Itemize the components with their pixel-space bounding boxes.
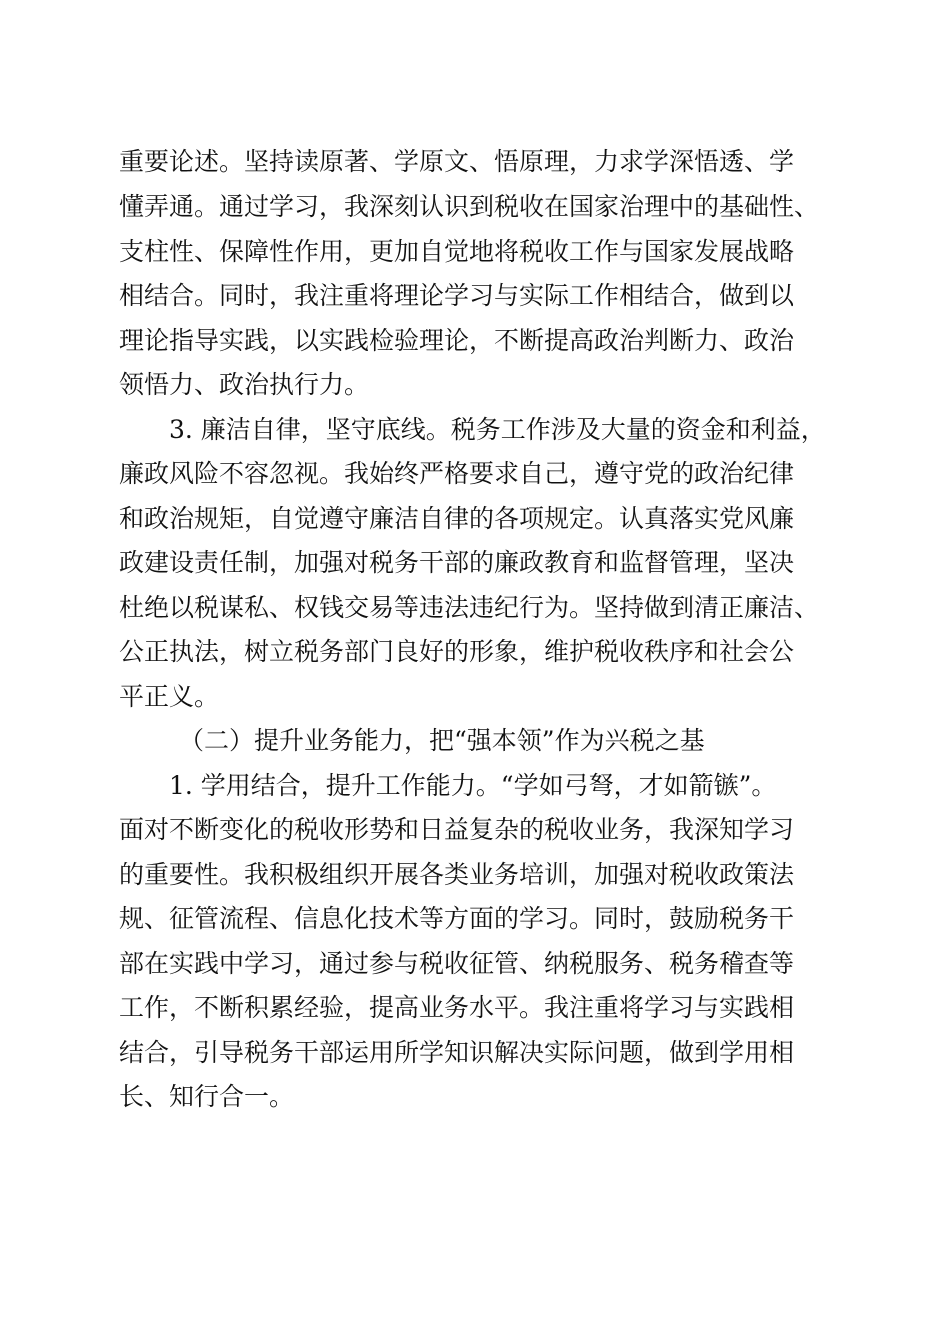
text-line: 廉政风险不容忽视。我始终严格要求自己，遵守党的政治纪律 [119, 459, 795, 488]
text-line: 平正义。 [119, 682, 220, 711]
section-heading: （二）提升业务能力，把“强本领”作为兴税之基 [179, 726, 705, 755]
text-line: 工作，不断积累经验，提高业务水平。我注重将学习与实践相 [119, 993, 795, 1022]
text-line: 理论指导实践，以实践检验理论，不断提高政治判断力、政治 [119, 326, 795, 355]
text-line: 部在实践中学习，通过参与税收征管、纳税服务、税务稽查等 [119, 949, 795, 978]
paragraph-start-line: 1. 学用结合，提升工作能力。“学如弓弩，才如箭镞”。 [169, 771, 777, 800]
text-line: 结合，引导税务干部运用所学知识解决实际问题，做到学用相 [119, 1038, 795, 1067]
text-line: 懂弄通。通过学习，我深刻认识到税收在国家治理中的基础性、 [119, 192, 820, 221]
text-line: 杜绝以税谋私、权钱交易等违法违纪行为。坚持做到清正廉洁、 [119, 593, 820, 622]
text-line: 领悟力、政治执行力。 [119, 370, 370, 399]
paragraph-start-line: 3. 廉洁自律，坚守底线。税务工作涉及大量的资金和利益， [169, 415, 826, 444]
text-line: 政建设责任制，加强对税务干部的廉政教育和监督管理，坚决 [119, 548, 795, 577]
text-line: 和政治规矩，自觉遵守廉洁自律的各项规定。认真落实党风廉 [119, 504, 795, 533]
text-line: 支柱性、保障性作用，更加自觉地将税收工作与国家发展战略 [119, 237, 795, 266]
text-line: 面对不断变化的税收形势和日益复杂的税收业务，我深知学习 [119, 815, 795, 844]
text-line: 相结合。同时，我注重将理论学习与实际工作相结合，做到以 [119, 281, 795, 310]
text-line: 公正执法，树立税务部门良好的形象，维护税收秩序和社会公 [119, 637, 795, 666]
text-line: 长、知行合一。 [119, 1082, 295, 1111]
text-line: 规、征管流程、信息化技术等方面的学习。同时，鼓励税务干 [119, 904, 795, 933]
text-line: 重要论述。坚持读原著、学原文、悟原理，力求学深悟透、学 [119, 147, 795, 176]
text-line: 的重要性。我积极组织开展各类业务培训，加强对税收政策法 [119, 860, 795, 889]
